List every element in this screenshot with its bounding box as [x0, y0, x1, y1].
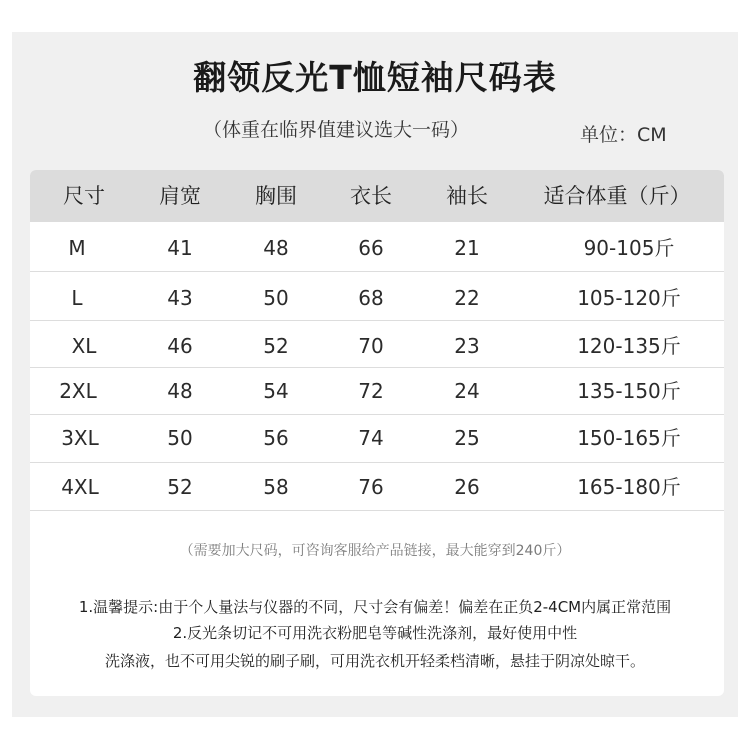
table-cell-shoulder: 48 [167, 379, 193, 403]
table-cell-chest: 56 [263, 426, 289, 450]
header-size: 尺寸 [63, 184, 105, 208]
row-divider [30, 367, 724, 368]
size-note: （需要加大尺码，可咨询客服给产品链接，最大能穿到240斤） [179, 543, 571, 559]
header-length: 衣长 [350, 184, 392, 208]
table-cell-weight: 105-120斤 [577, 286, 681, 310]
row-divider [30, 271, 724, 272]
table-cell-shoulder: 46 [167, 334, 193, 358]
table-cell-chest: 48 [263, 236, 289, 260]
table-cell-chest: 50 [263, 286, 289, 310]
table-cell-size: 3XL [61, 426, 99, 450]
tip-line-3: 洗涤液，也不可用尖锐的刷子刷，可用洗衣机开轻柔档清晰，悬挂于阴凉处晾干。 [104, 652, 645, 670]
table-cell-length: 70 [358, 334, 384, 358]
table-cell-size: XL [71, 334, 97, 358]
table-cell-shoulder: 52 [167, 475, 193, 499]
table-cell-weight: 150-165斤 [577, 426, 681, 450]
header-shoulder: 肩宽 [159, 184, 201, 208]
table-cell-length: 68 [358, 286, 384, 310]
header-sleeve: 袖长 [446, 184, 488, 208]
table-cell-sleeve: 23 [454, 334, 480, 358]
unit-label: 单位：CM [580, 124, 667, 146]
table-cell-shoulder: 41 [167, 236, 193, 260]
table-cell-chest: 58 [263, 475, 289, 499]
table-cell-length: 66 [358, 236, 384, 260]
header-weight: 适合体重（斤） [543, 184, 691, 208]
table-cell-shoulder: 43 [167, 286, 193, 310]
table-cell-sleeve: 26 [454, 475, 480, 499]
row-divider [30, 320, 724, 321]
table-cell-sleeve: 24 [454, 379, 480, 403]
weight-advice: （体重在临界值建议选大一码） [203, 119, 470, 141]
chart-title: 翻领反光T恤短袖尺码表 [193, 58, 557, 97]
table-cell-size: M [68, 236, 86, 260]
table-cell-chest: 54 [263, 379, 289, 403]
table-cell-sleeve: 22 [454, 286, 480, 310]
table-cell-weight: 135-150斤 [577, 379, 681, 403]
tip-line-1: 1.温馨提示:由于个人量法与仪器的不同，尺寸会有偏差！偏差在正负2-4CM内属正常范围 [78, 598, 672, 616]
table-cell-sleeve: 21 [454, 236, 480, 260]
table-cell-chest: 52 [263, 334, 289, 358]
row-divider [30, 414, 724, 415]
table-cell-size: 2XL [59, 379, 97, 403]
table-cell-weight: 165-180斤 [577, 475, 681, 499]
row-divider [30, 510, 724, 511]
table-cell-size: L [71, 286, 83, 310]
table-cell-weight: 90-105斤 [583, 236, 675, 260]
table-cell-shoulder: 50 [167, 426, 193, 450]
row-divider [30, 462, 724, 463]
table-cell-weight: 120-135斤 [577, 334, 681, 358]
table-cell-length: 74 [358, 426, 384, 450]
table-cell-length: 76 [358, 475, 384, 499]
header-chest: 胸围 [255, 184, 297, 208]
table-cell-sleeve: 25 [454, 426, 480, 450]
table-cell-size: 4XL [61, 475, 99, 499]
tip-line-2: 2.反光条切记不可用洗衣粉肥皂等碱性洗涤剂，最好使用中性 [172, 624, 578, 642]
table-cell-length: 72 [358, 379, 384, 403]
